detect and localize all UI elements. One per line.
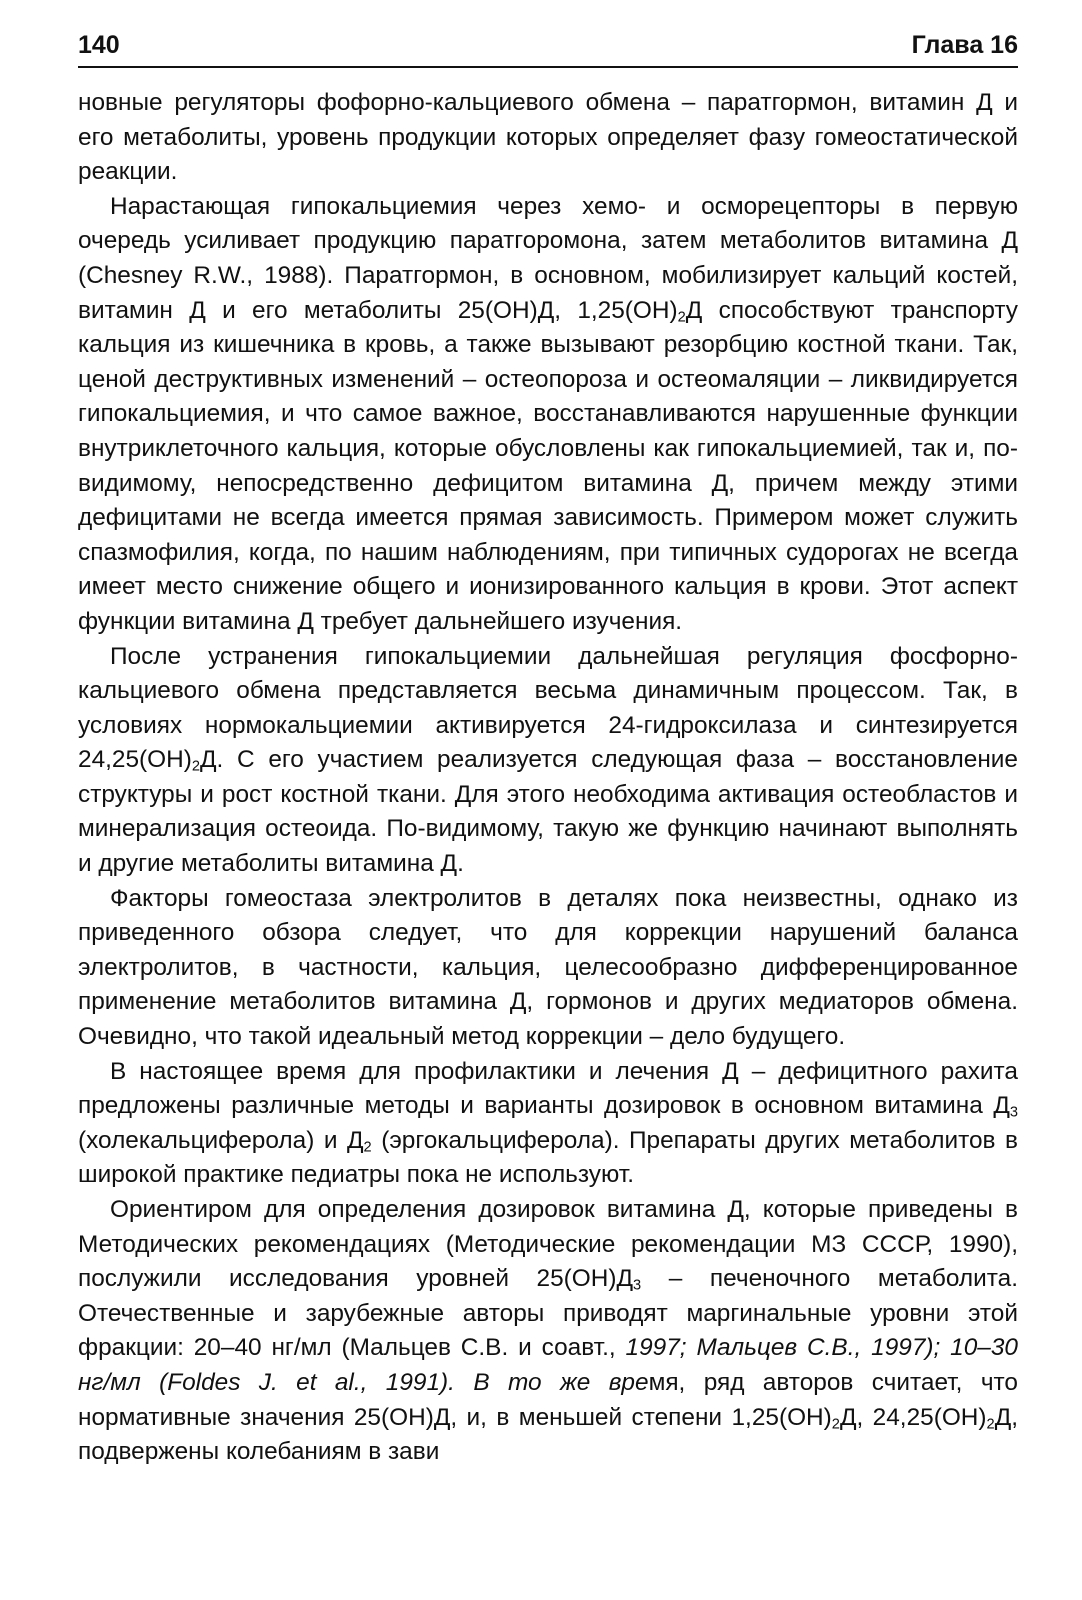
text-run: Нарастающая гипокальциемия через хемо- и осморецепторы в первую очередь усиливает продукцию паратгоромона, затем метаболитов витамина Д (Chesney R.W., 1988). Паратгормон, в основном, мобилизирует кальций костей, витамин Д и его метаболиты 25(ОН)Д, 1,25(ОН) <box>78 192 1018 324</box>
subscript: 3 <box>633 1277 642 1294</box>
paragraph-6 <box>78 1193 1018 1470</box>
subscript: 2 <box>831 1416 840 1433</box>
text-run: новные регуляторы фофорно-кальциевого обмена – паратгормон, витамин Д и его метаболиты, уровень продукции которых определяет фазу гомеостатической реакции. <box>78 89 1018 186</box>
text-run: (эргокальциферола). Препараты других метаболитов в широкой практике педиатры пока не используют. <box>78 1126 1018 1189</box>
body-text <box>78 86 1018 1470</box>
text-run: Д, подвержены колебаниям в зави <box>78 1403 1018 1466</box>
text-run: – печеночного метаболита. Отечественные и зарубежные авторы приводят маргинальные уровни этой фракции: 20–40 нг/мл (Мальцев С.В. и соавт., <box>78 1265 1018 1362</box>
italic-citation: 1997; Мальцев С.В., 1997); 10–30 нг/мл (Foldes J. et al., 1991). В то же вре <box>78 1334 1018 1396</box>
paragraph-3 <box>78 640 1018 882</box>
page-number: 140 <box>78 31 120 59</box>
text-run: Д способствуют транспорту кальция из кишечника в кровь, а также вызывают резорбцию костной ткани. Так, ценой деструктивных изменений – остеопороза и остеомаляции – ликвидируется гипокальциемия, и что самое важное, восстанавливаются нарушенные функции внутриклеточного кальция, которые обусловлены как гипокальциемией, так и, по-видимому, непосредственно дефицитом витамина Д, причем между этими дефицитами не всегда имеется прямая зависимость. Примером может служить спазмофилия, когда, по нашим наблюдениям, при типичных судорогах не всегда имеет место снижение общего и ионизированного кальция в крови. Этот аспект функции витамина Д требует дальнейшего изучения. <box>78 296 1018 635</box>
running-head <box>78 30 1018 68</box>
chapter-title: Глава 16 <box>911 31 1018 59</box>
text-run: Д, 24,25(ОН) <box>839 1403 987 1431</box>
paragraph-5 <box>78 1055 1018 1193</box>
text-run: После устранения гипокальциемии дальнейшая регуляция фосфорно-кальциевого обмена представляется весьма динамичным процессом. Так, в условиях нормокальциемии активируется 24-гидроксилаза и синтезируется 24,25(ОН) <box>78 642 1018 774</box>
paragraph-1 <box>78 86 1018 190</box>
subscript: 3 <box>1009 1104 1018 1121</box>
subscript: 2 <box>986 1416 995 1433</box>
text-run: (холекальциферола) и Д <box>78 1126 364 1154</box>
book-page <box>78 30 1018 1470</box>
subscript: 2 <box>191 758 201 775</box>
text-run: Д. С его участием реализуется следующая фаза – восстановление структуры и рост костной ткани. Для этого необходима активация остеобластов и минерализация остеоида. По-видимому, такую же функцию начинают выполнять и другие метаболиты витамина Д. <box>78 746 1018 878</box>
text-run: В настоящее время для профилактики и лечения Д – дефицитного рахита предложены различные методы и варианты дозировок в основном витамина Д <box>78 1057 1018 1120</box>
subscript: 2 <box>363 1139 372 1156</box>
text-run: Ориентиром для определения дозировок витамина Д, которые приведены в Методических рекомендациях (Методические рекомендации МЗ СССР, 1990), послужили исследования уровней 25(ОН)Д <box>78 1196 1018 1293</box>
text-run: Факторы гомеостаза электролитов в деталях пока неизвестны, однако из приведенного обзора следует, что для коррекции нарушений баланса электролитов, в частности, кальция, целесообразно дифференцированное применение метаболитов витамина Д, гормонов и других медиаторов обмена. Очевидно, что такой идеальный метод коррекции – дело будущего. <box>78 884 1018 1051</box>
paragraph-4 <box>78 882 1018 1055</box>
paragraph-2 <box>78 190 1018 640</box>
subscript: 2 <box>677 309 686 326</box>
text-run: мя, ряд авторов считает, что нормативные значения 25(ОН)Д, и, в меньшей степени 1,25(ОН) <box>78 1368 1018 1431</box>
